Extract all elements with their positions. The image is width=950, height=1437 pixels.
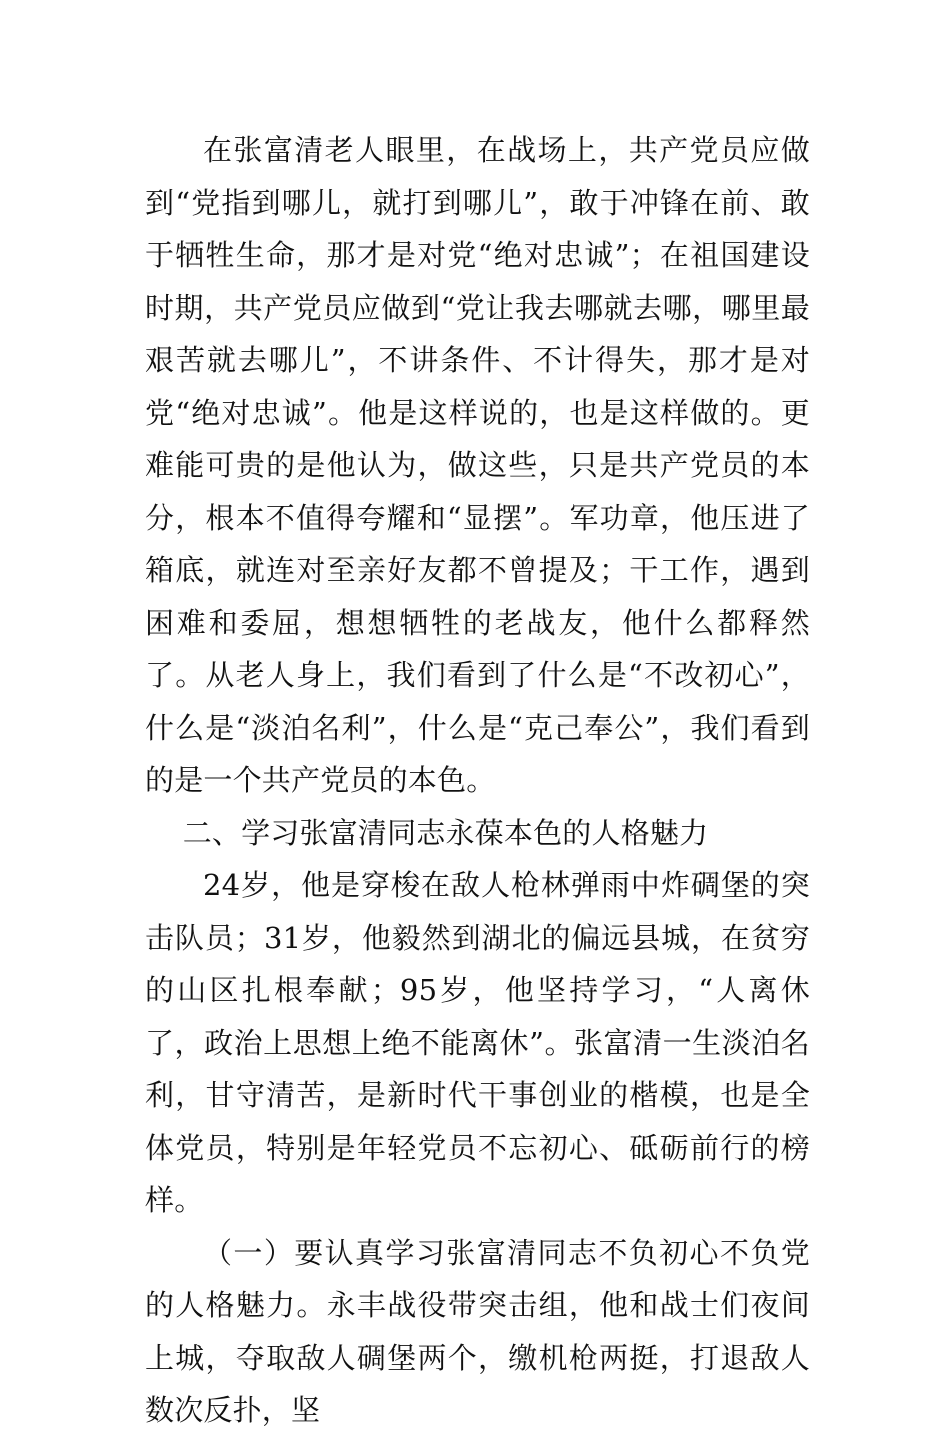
paragraph-loyalty: 在张富清老人眼里，在战场上，共产党员应做到“党指到哪儿，就打到哪儿”，敢于冲锋在前、敢于牺牲生命，那才是对党“绝对忠诚”；在祖国建设时期，共产党员应做到“党让我去哪就去哪，哪里最艰苦就去哪儿”，不讲条件、不计得失，那才是对党“绝对忠诚”。他是这样说的，也是这样做的。更难能可贵的是他认为，做这些，只是共产党员的本分，根本不值得夸耀和“显摆”。军功章，他压进了箱底，就连对至亲好友都不曾提及；干工作，遇到困难和委屈，想想牺牲的老战友，他什么都释然了。从老人身上，我们看到了什么是“不改初心”，什么是“淡泊名利”，什么是“克己奉公”，我们看到的是一个共产党员的本色。: [145, 133, 810, 797]
paragraph-life-story: 24岁，他是穿梭在敌人枪林弹雨中炸碉堡的突击队员；31岁，他毅然到湖北的偏远县城，在贫穷的山区扎根奉献；95岁，他坚持学习，“人离休了，政治上思想上绝不能离休”。张富清一生淡泊名利，甘守清苦，是新时代干事创业的楷模，也是全体党员，特别是年轻党员不忘初心、砥砺前行的榜样。: [145, 868, 810, 1217]
section-heading: 二、学习张富清同志永葆本色的人格魅力: [182, 815, 709, 850]
body-text: [145, 124, 810, 1437]
paragraph-subsection-one: （一）要认真学习张富清同志不负初心不负党的人格魅力。永丰战役带突击组，他和战士们夜间上城，夺取敌人碉堡两个，缴机枪两挺，打退敌人数次反扑，坚: [145, 1235, 810, 1427]
